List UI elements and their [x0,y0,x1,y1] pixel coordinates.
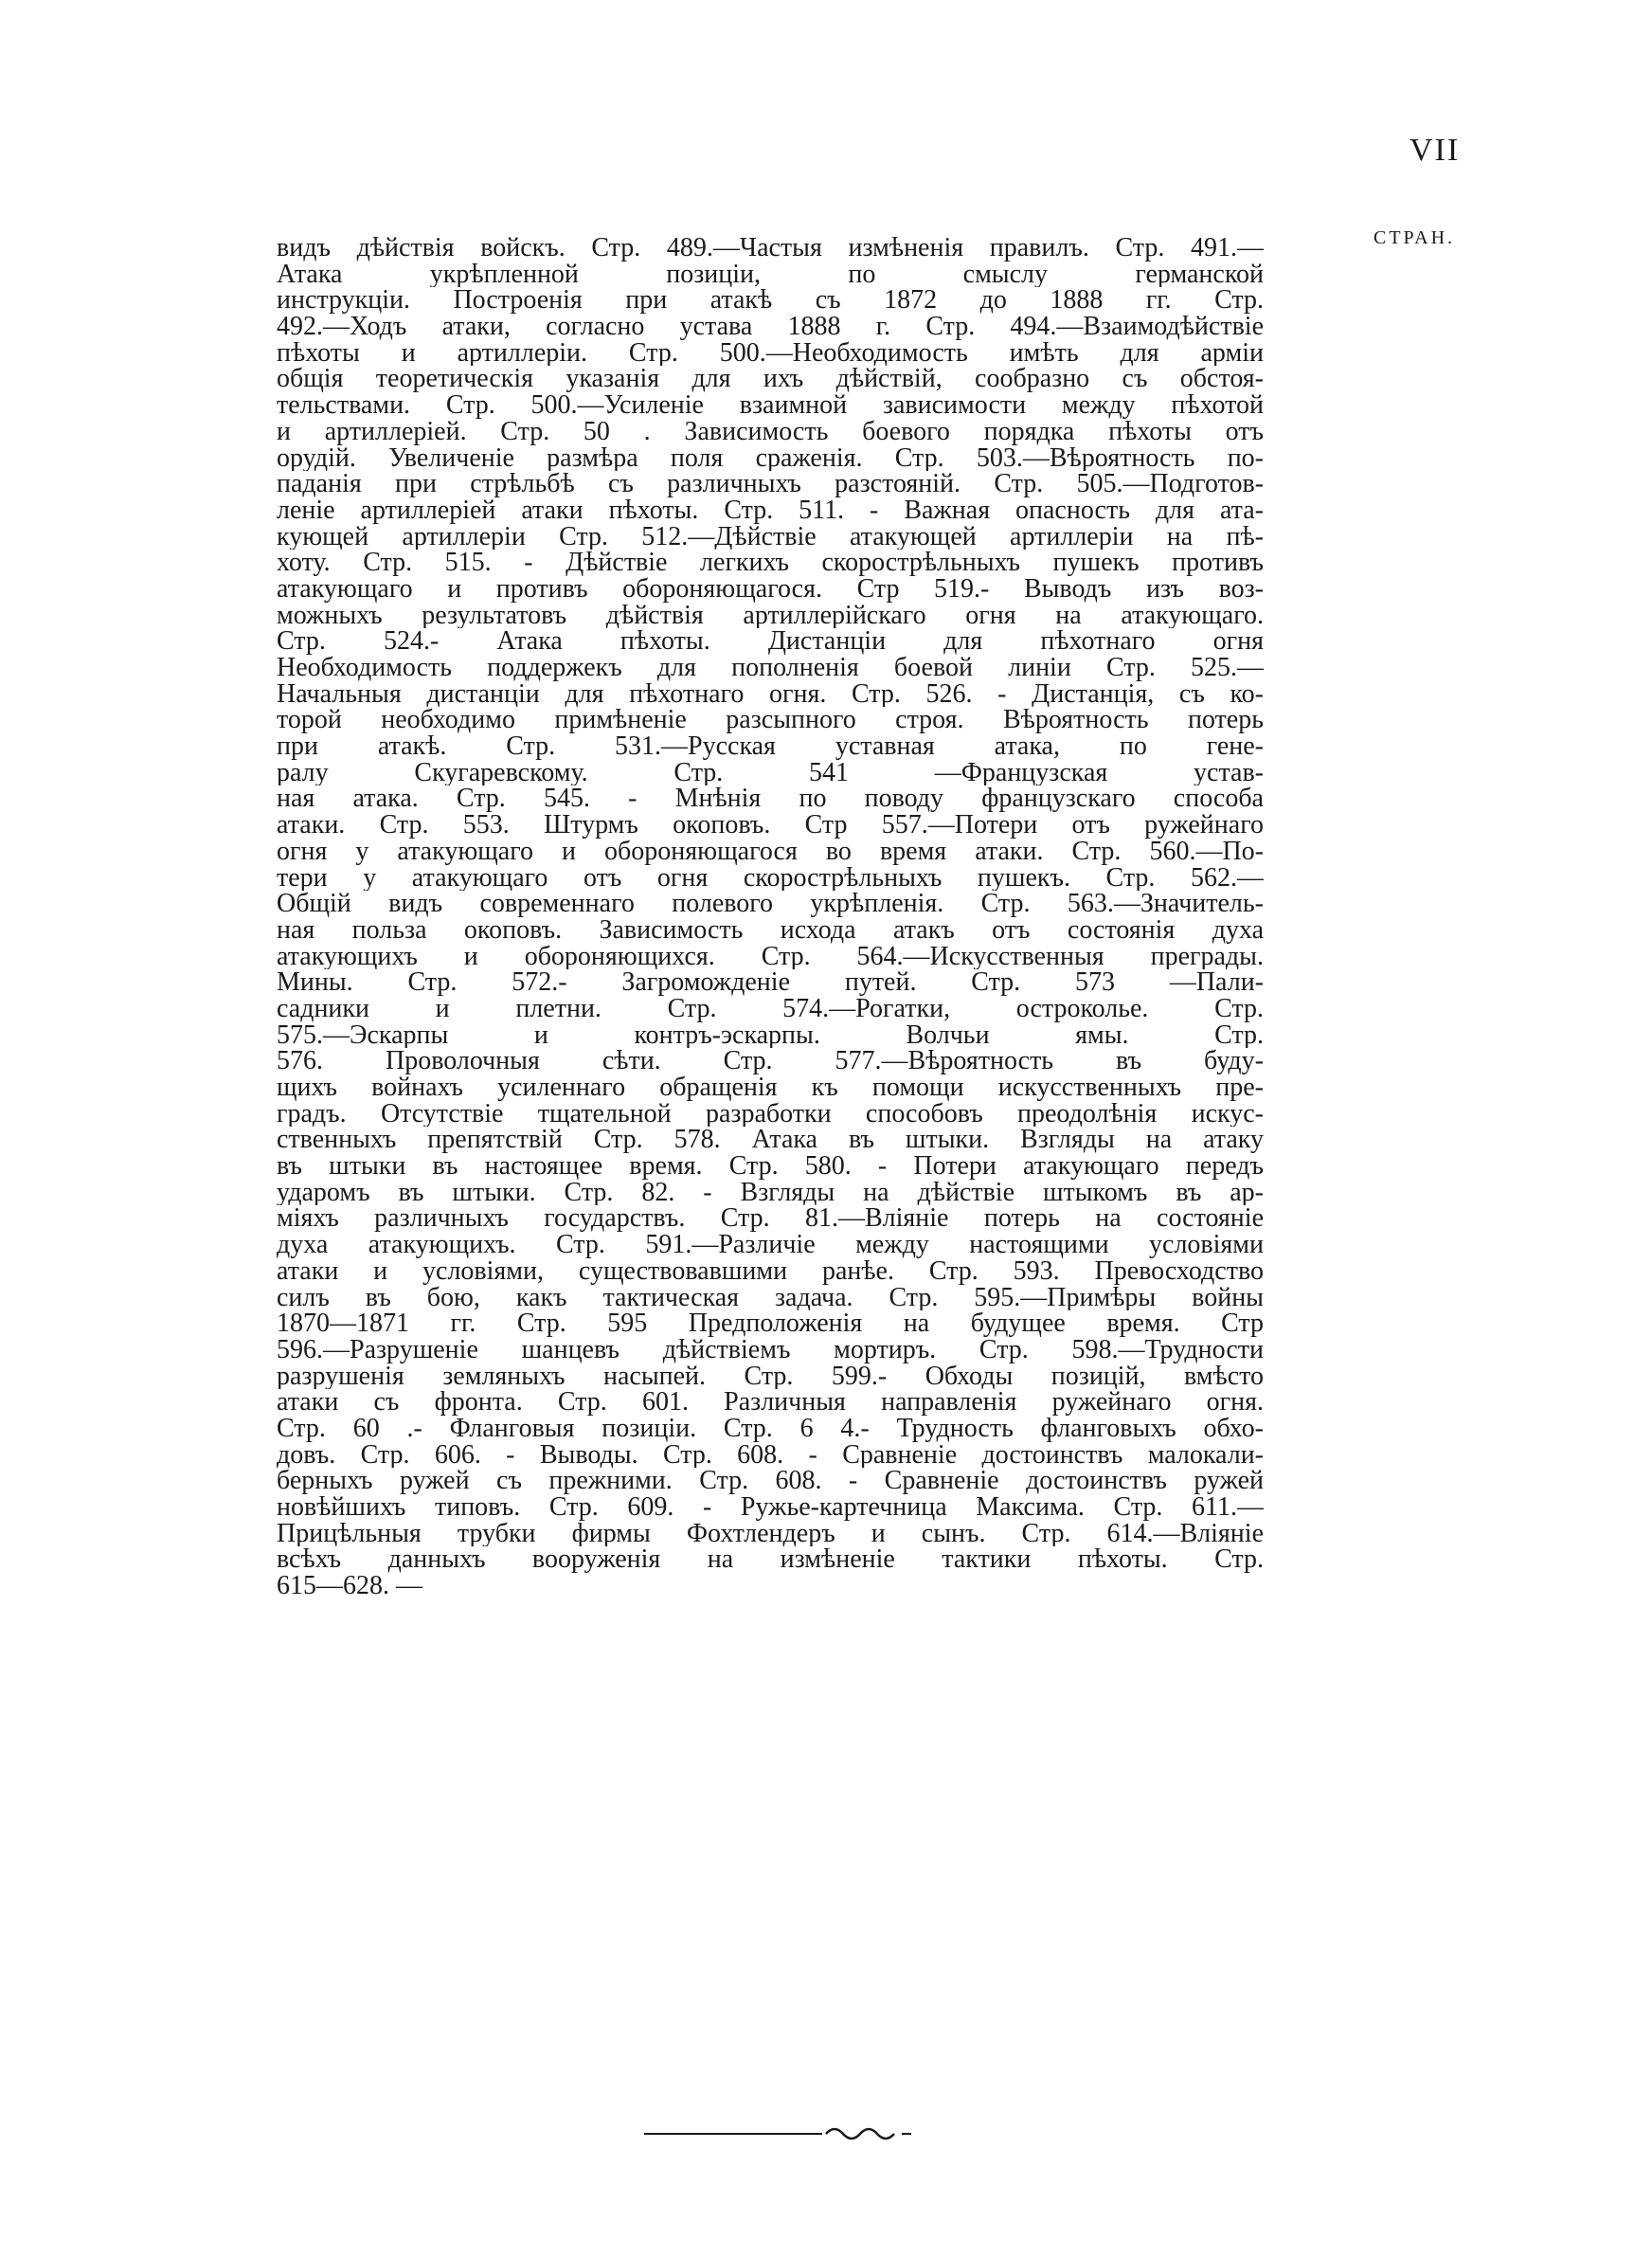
text-line: берныхъ ружей съ прежними. Стр. 608. - Сравненіе достоинствъ ружей [277,1468,1264,1494]
text-line: довъ. Стр. 606. - Выводы. Стр. 608. - Сравненіе достоинствъ малокали- [277,1441,1264,1469]
text-line: всѣхъ данныхъ вооруженія на измѣненіе тактики пѣхоты. Стр. [277,1546,1264,1574]
text-line: Стр. 60 .- Фланговыя позиціи. Стр. 6 4.- Трудность фланговыхъ обхо- [277,1415,1264,1442]
text-line: ралу Скугаревскому. Стр. 541 —Французская устав- [277,759,1264,786]
text-line: хоту. Стр. 515. - Дѣйствіе легкихъ скорострѣльныхъ пушекъ противъ [277,550,1264,576]
text-line: 596.—Разрушеніе шанцевъ дѣйствіемъ мортиръ. Стр. 598.—Трудности [277,1336,1264,1363]
text-line: кующей артиллеріи Стр. 512.—Дѣйствіе атакующей артиллеріи на пѣ- [277,523,1264,551]
text-line: ная польза окоповъ. Зависимость исхода атакъ отъ состоянія духа [277,916,1264,944]
text-line: щихъ войнахъ усиленнаго обращенія къ помощи искусственныхъ пре- [277,1074,1264,1101]
text-line: Стр. 524.- Атака пѣхоты. Дистанціи для пѣхотнаго огня [277,628,1264,655]
text-line: Атака укрѣпленной позиціи, по смыслу германской [277,261,1264,288]
ornament-divider [644,2122,928,2145]
text-line: тельствами. Стр. 500.—Усиленіе взаимной зависимости между пѣхотой [277,392,1264,419]
text-line: видъ дѣйствія войскъ. Стр. 489.—Частыя измѣненія правилъ. Стр. 491.— [277,235,1264,262]
text-line: 576. Проволочныя сѣти. Стр. 577.—Вѣроятность въ буду- [277,1048,1264,1074]
text-line: Общій видъ современнаго полевого укрѣпленія. Стр. 563.—Значитель- [277,891,1264,917]
text-line: атаки съ фронта. Стр. 601. Различныя направленія ружейнаго огня. [277,1389,1264,1416]
page-number: VII [1410,133,1461,168]
text-line: новѣйшихъ типовъ. Стр. 609. - Ружье-картечница Максима. Стр. 611.— [277,1494,1264,1521]
text-line: міяхъ различныхъ государствъ. Стр. 81.—Вліяніе потерь на состояніе [277,1205,1264,1233]
text-line: пѣхоты и артиллеріи. Стр. 500.—Необходимость имѣть для арміи [277,339,1264,367]
text-line: атакующихъ и обороняющихся. Стр. 564.—Искусственныя преграды. [277,943,1264,970]
text-line: общія теоретическія указанія для ихъ дѣйствій, сообразно съ обстоя- [277,366,1264,393]
table-of-contents-text [277,235,1264,1599]
ornament-flourish [826,2129,894,2139]
text-line: ственныхъ препятствій Стр. 578. Атака въ штыки. Взгляды на атаку [277,1127,1264,1154]
text-line: инструкціи. Построенія при атакѣ съ 1872 до 1888 гг. Стр. [277,287,1264,315]
text-line: огня у атакующаго и обороняющагося во время атаки. Стр. 560.—По- [277,838,1264,865]
margin-label: СТРАН. [1374,227,1456,248]
text-line: атаки. Стр. 553. Штурмъ окоповъ. Стр 557.—Потери отъ ружейнаго [277,812,1264,839]
text-line: Прицѣльныя трубки фирмы Фохтлендеръ и сынъ. Стр. 614.—Вліяніе [277,1520,1264,1547]
text-line: Необходимость поддержекъ для пополненія боевой линіи Стр. 525.— [277,655,1264,681]
text-line: духа атакующихъ. Стр. 591.—Различіе между настоящими условіями [277,1232,1264,1258]
text-line: ная атака. Стр. 545. - Мнѣнія по поводу французскаго способа [277,785,1264,813]
text-line: Мины. Стр. 572.- Загроможденіе путей. Стр. 573 —Пали- [277,969,1264,996]
text-line: ударомъ въ штыки. Стр. 82. - Взгляды на дѣйствіе штыкомъ въ ар- [277,1179,1264,1206]
text-line: 615—628. — [277,1573,422,1599]
text-line: при атакѣ. Стр. 531.—Русская уставная атака, по гене- [277,733,1264,760]
text-line: разрушенія земляныхъ насыпей. Стр. 599.- Обходы позицій, вмѣсто [277,1363,1264,1390]
text-line: 575.—Эскарпы и контръ-эскарпы. Волчьи ямы. Стр. [277,1021,1264,1049]
text-line: леніе артиллеріей атаки пѣхоты. Стр. 511. - Важная опасность для ата- [277,497,1264,524]
text-line: паданія при стрѣльбѣ съ различныхъ разстояній. Стр. 505.—Подготов- [277,471,1264,497]
text-line: градъ. Отсутствіе тщательной разработки способовъ преодолѣнія искус- [277,1100,1264,1128]
text-line: торой необходимо примѣненіе разсыпного строя. Вѣроятность потерь [277,707,1264,734]
text-line: тери у атакующаго отъ огня скорострѣльныхъ пушекъ. Стр. 562.— [277,864,1264,892]
text-line: 492.—Ходъ атаки, согласно устава 1888 г. Стр. 494.—Взаимодѣйствіе [277,314,1264,340]
text-line: садники и плетни. Стр. 574.—Рогатки, остроколье. Стр. [277,995,1264,1022]
text-line: атаки и условіями, существовавшими ранѣе. Стр. 593. Превосходство [277,1257,1264,1285]
text-line: орудій. Увеличеніе размѣра поля сраженія. Стр. 503.—Вѣроятность по- [277,444,1264,472]
text-line: можныхъ результатовъ дѣйствія артиллерійскаго огня на атакующаго. [277,602,1264,629]
text-line: Начальныя дистанціи для пѣхотнаго огня. Стр. 526. - Дистанція, съ ко- [277,680,1264,708]
text-line: силъ въ бою, какъ тактическая задача. Стр. 595.—Примѣры войны [277,1284,1264,1311]
text-line: и артиллеріей. Стр. 50 . Зависимость боевого порядка пѣхоты отъ [277,418,1264,445]
text-line: 1870—1871 гг. Стр. 595 Предположенія на будущее время. Стр [277,1310,1264,1337]
text-line: атакующаго и противъ обороняющагося. Стр 519.- Выводъ изъ воз- [277,575,1264,603]
text-line: въ штыки въ настоящее время. Стр. 580. - Потери атакующаго передъ [277,1153,1264,1180]
